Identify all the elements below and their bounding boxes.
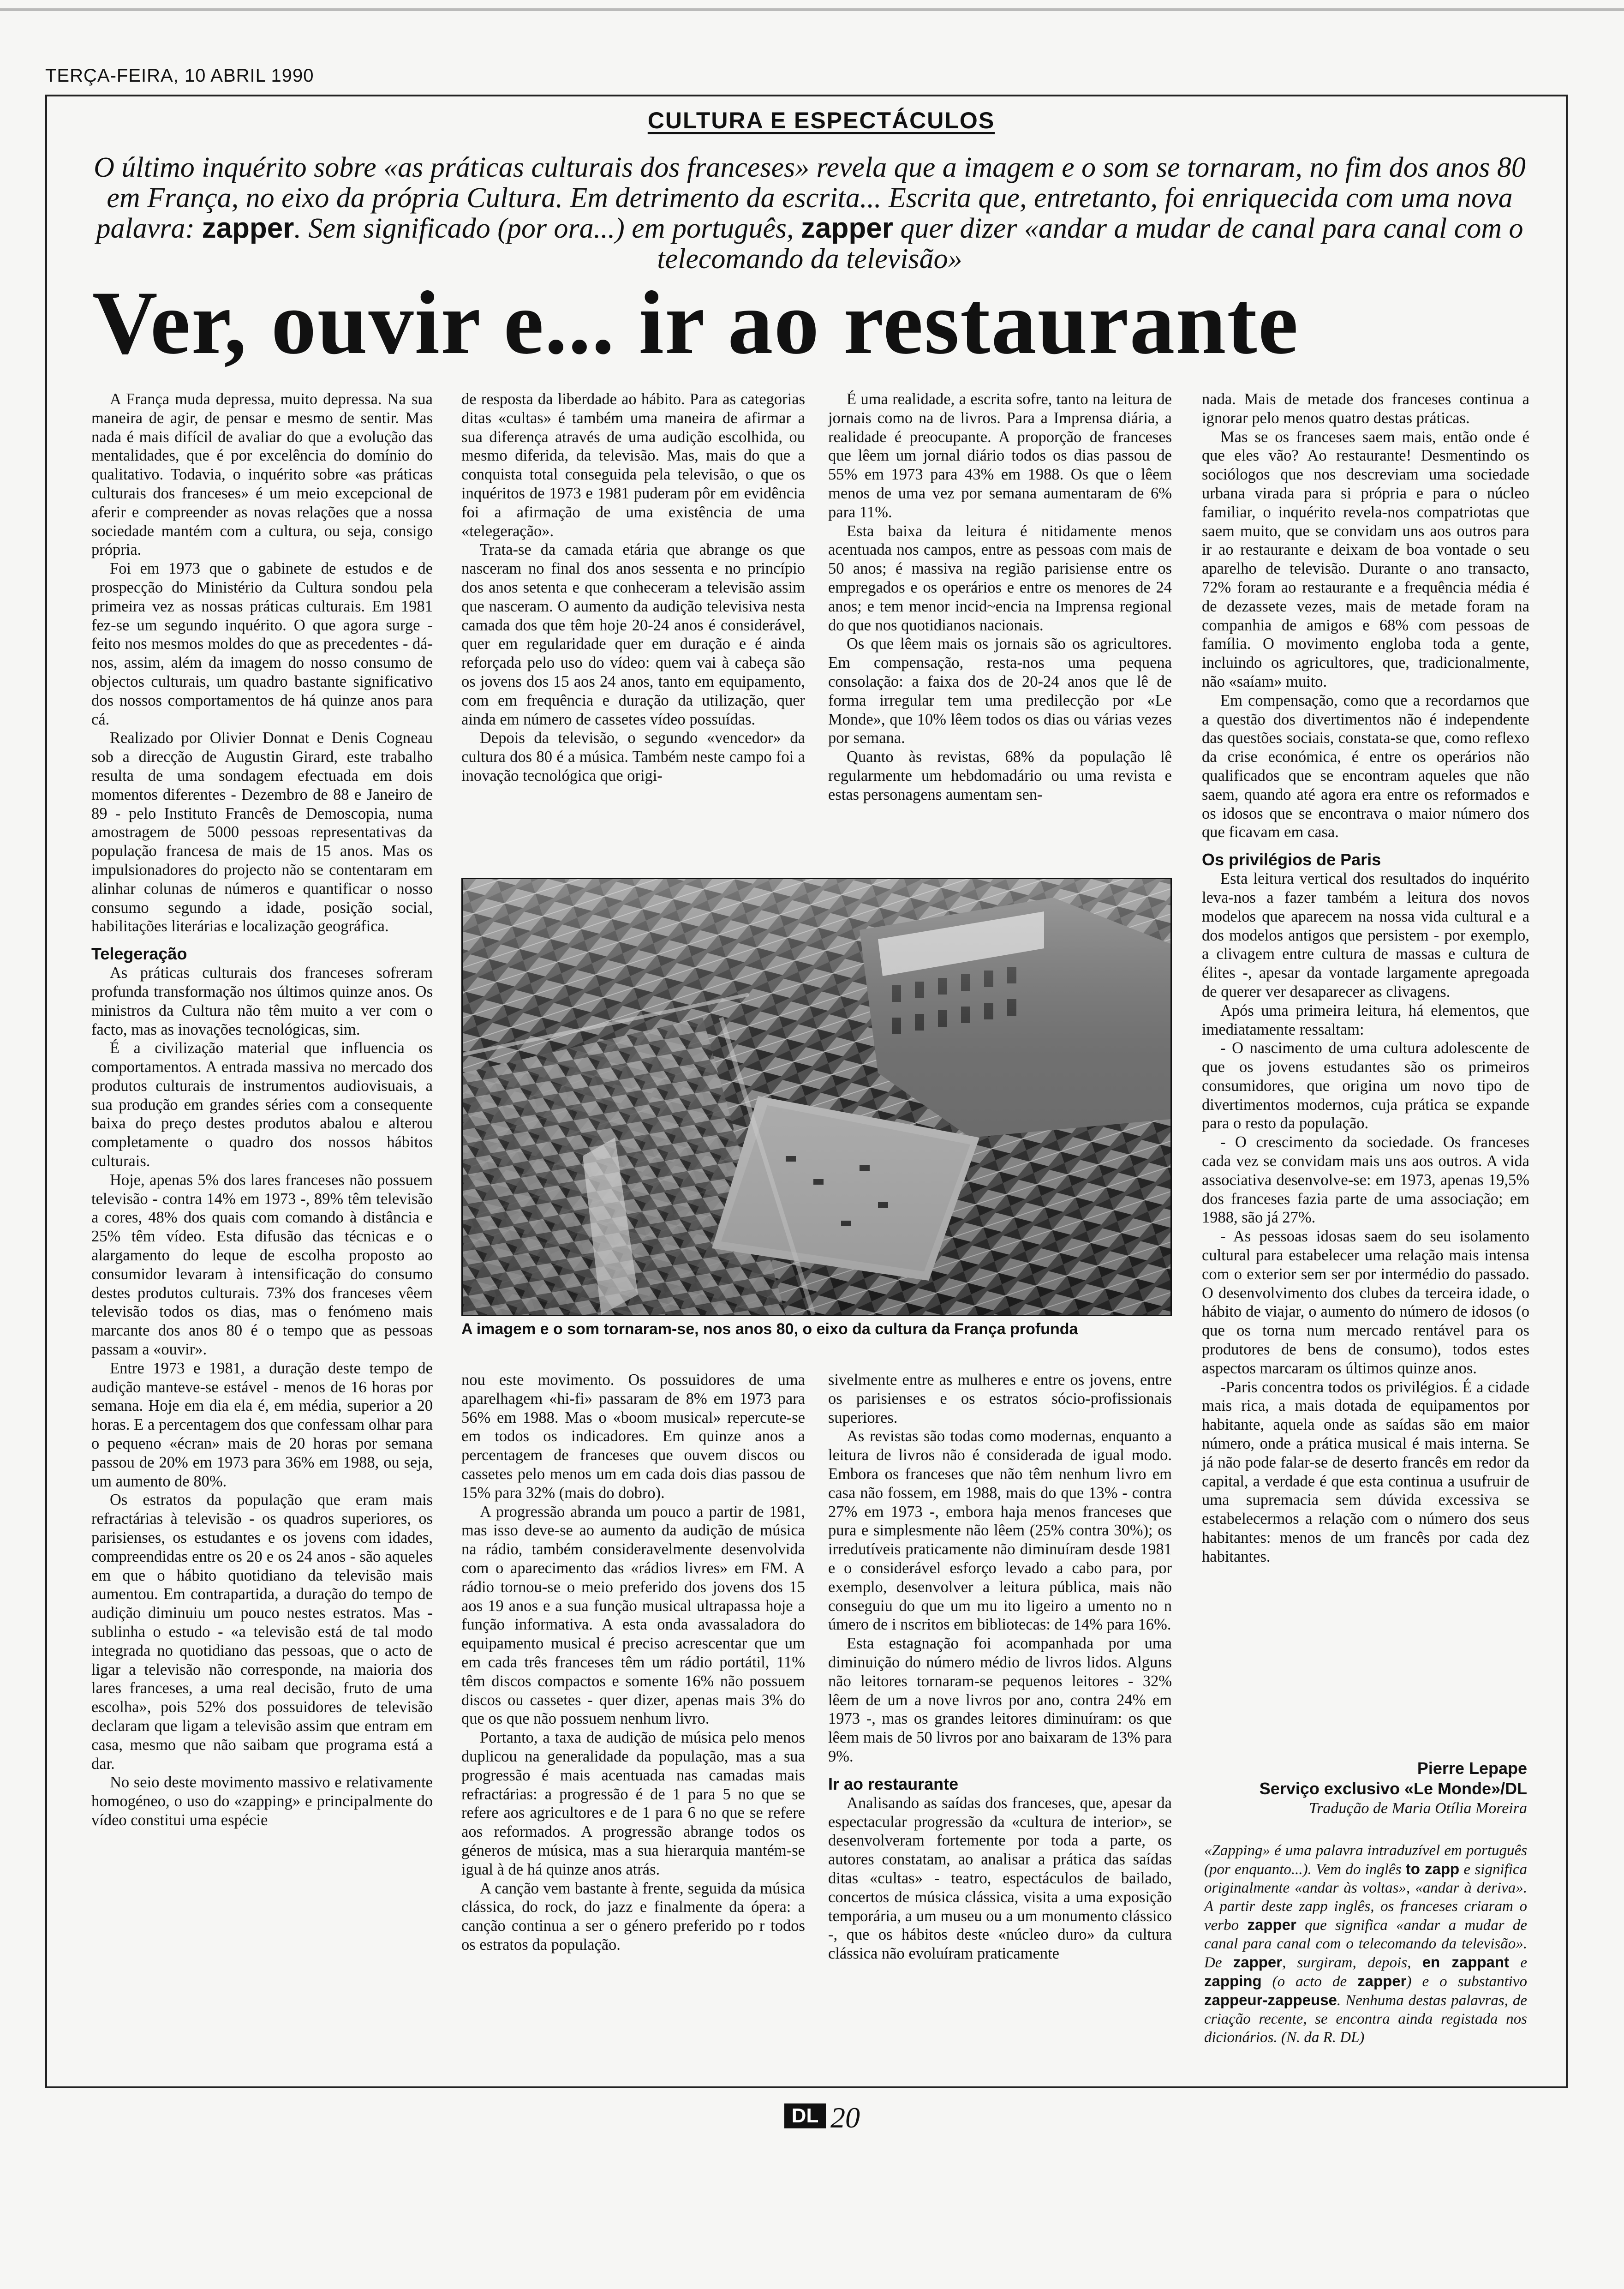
column-1 bbox=[91, 390, 433, 1830]
note-keyword: to zapp bbox=[1405, 1860, 1460, 1877]
paragraph: Mas se os franceses saem mais, então onde é que eles vão? Ao restaurante! Desmentindo os sociólogos que nos descreviam uma sociedade urbana virada para si própria e para o núcleo familiar, o inquérito revela-nos compatriotas que saem muito, que se convidam uns aos outros para ir ao restaurante e deixam de boa vontade o seu aparelho de televisão. Durante o ano transacto, 72% foram ao restaurante e a frequência média é de dezassete vezes, mais de metade foram na companhia de amigos e 68% com pessoas de família. O movimento engloba toda a gente, incluindo os agricultores, que, tradicionalmente, não «saíam» muito. bbox=[1202, 428, 1529, 690]
paragraph: Esta estagnação foi acompanhada por uma diminuição do número médio de livros lidos. Alguns não leitores tornaram-se pequenos leitores - 32% lêem de um a nove livros por ano, contra 24% em 1973 -, mas os grandes leitores diminuíram: os que lêem mais de 50 livros por ano baixaram de 13% para 9%. bbox=[828, 1635, 1172, 1765]
note-text: «Zapping» é uma palavra intraduzível em português (por enquanto...). Vem do inglês bbox=[1204, 1842, 1527, 1878]
paragraph: Entre 1973 e 1981, a duração deste tempo de audição manteve-se estável - menos de 16 horas por semana. Hoje em dia ela é, em média, superior a 20 horas. E a percentagem dos que confessam olhar para o pequeno «écran» mais de 20 horas por semana passou de 20% em 1973 para 36% em 1988, ou seja, um aumento de 80%. bbox=[91, 1359, 433, 1490]
paragraph: Analisando as saídas dos franceses, que, apesar da espectacular progressão da «cultura de interior», se desenvolveram fortemente por toda a parte, os autores constatam, ao analisar a prática das saídas ditas «cultas» - teatro, espectáculos de bailado, concertos de música clássica, visita a uma exposição temporária, a um museu ou a um monumento clássico -, que os hábitos deste «núcleo duro» da cultura clássica não evoluíram praticamente bbox=[828, 1794, 1172, 1963]
note-text: e bbox=[1509, 1954, 1527, 1971]
photo-caption: A imagem e o som tornaram-se, nos anos 80, o eixo da cultura da França profunda bbox=[461, 1320, 1078, 1338]
paragraph: de resposta da liberdade ao hábito. Para as categorias ditas «cultas» é também uma maneira de afirmar a sua diferença através de uma audição escolhida, ou mesmo diferida, da televisão. Mas, mais do que a conquista total conseguida pela televisão, o que os inquéritos de 1973 e 1981 puderam pôr em evidência foi a afirmação de uma existência de uma «telegeração». bbox=[461, 390, 805, 540]
article-lead bbox=[92, 152, 1527, 274]
note-text: . Nenhuma destas palavras, de criação recente, se encontra ainda registada nos dicionários. (N. da R. DL) bbox=[1204, 1992, 1527, 2046]
note-text: que significa «andar a mudar de canal para canal com o telecomando da televisão». De bbox=[1204, 1917, 1527, 1971]
aerial-town-photo bbox=[461, 878, 1172, 1316]
paragraph: Esta baixa da leitura é nitidamente menos acentuada nos campos, entre as pessoas com mais de 50 anos; é massiva na região parisiense entre os empregados e os operários e entre os menores de 24 anos; e tem menor incid~encia na Imprensa regional do que nos quotidianos nacionais. bbox=[828, 522, 1172, 634]
headline: Ver, ouvir e... ir ao restaurante bbox=[92, 273, 1299, 373]
paragraph: - As pessoas idosas saem do seu isolamento cultural para estabelecer uma relação mais intensa com o exterior sem ser por intermédio do passado. O desenvolvimento dos clubes da terceira idade, o hábito de viajar, o aumento do número de idosos (o que os torna num mercado rentável para os produtores de bens de consumo), todos estes aspectos marcaram os últimos quinze anos. bbox=[1202, 1228, 1529, 1377]
note-keyword: zappeur-zappeuse bbox=[1204, 1991, 1337, 2008]
paragraph: A progressão abranda um pouco a partir de 1981, mas isso deve-se ao aumento da audição de música na rádio, também consideravelmente desenvolvida com o aparecimento das «rádios livres» em FM. A rádio tornou-se o meio preferido dos jovens dos 15 aos 19 anos e a sua função musical ultrapassa hoje a função informativa. A esta onda avassaladora do equipamento musical é preciso acrescentar que um em cada três franceses têm um rádio portátil, 11% têm discos compactos e somente 16% não possuem discos ou cassetes - quer dizer, apenas mais 3% do que os que não possuem nenhum livro. bbox=[461, 1503, 805, 1728]
subheading-ir-ao-restaurante: Ir ao restaurante bbox=[828, 1774, 959, 1793]
paragraph: Realizado por Olivier Donnat e Denis Cogneau sob a direcção de Augustin Girard, este trabalho resulta de uma sondagem efectuada em dois momentos diferentes - Dezembro de 88 e Janeiro de 89 - pelo Instituto Francês de Demoscopia, numa amostragem de 5000 pessoas representativas da população francesa de mais de 15 anos. Mas os impulsionadores do projecto não se contentaram em alinhar colunas de números e quantificar o nosso consumo segundo a idade, posição social, habilitações literárias e localização geográfica. bbox=[91, 729, 433, 935]
paragraph: Trata-se da camada etária que abrange os que nasceram no final dos anos sessenta e no princípio dos anos setenta e que conheceram a televisão assim que nasceram. O aumento da audição televisiva nesta camada dos que têm hoje 20-24 anos é considerável, quer em regularidade quer em duração e é ainda reforçada pelo uso do vídeo: quem vai à cabeça são os jovens dos 15 aos 24 anos, tanto em equipamento, com em frequência e duração da utilização, quer ainda em número de cassetes vídeo possuídas. bbox=[461, 541, 805, 728]
paragraph: É uma realidade, a escrita sofre, tanto na leitura de jornais como na de livros. Para a Imprensa diária, a realidade é preocupante. A proporção de franceses que lêem um jornal diário todos os dias passou de 55% em 1973 para 43% em 1988. Os que o lêem menos de uma vez por semana aumentaram de 6% para 11%. bbox=[828, 390, 1172, 521]
column-3-upper bbox=[828, 390, 1172, 804]
note-text: (o acto de bbox=[1261, 1973, 1358, 1990]
paragraph: No seio deste movimento massivo e relativamente homogéneo, o uso do «zapping» e principalmente do vídeo constitui uma espécie bbox=[91, 1774, 433, 1829]
note-keyword: zapper bbox=[1233, 1953, 1283, 1971]
paragraph: Hoje, apenas 5% dos lares franceses não possuem televisão - contra 14% em 1973 -, 89% têm televisão a cores, 48% dos quais com comando à distância e 25% têm vídeo. Esta difusão das técnicas e o alargamento do leque de escolha proposto ao consumidor levaram à intensificação do consumo destes produtos culturais. 73% dos franceses vêem televisão todos os dias, mas o fenómeno mais marcante dos anos 80 é o tempo que as pessoas passam a «ouvir». bbox=[91, 1171, 433, 1359]
lead-keyword: zapper bbox=[801, 212, 893, 244]
paragraph: nada. Mais de metade dos franceses continua a ignorar pelo menos quatro destas práticas. bbox=[1202, 390, 1529, 427]
column-2-upper bbox=[461, 390, 805, 785]
note-text: , surgiram, depois, bbox=[1282, 1954, 1422, 1971]
paragraph: -Paris concentra todos os privilégios. É a cidade mais rica, a mais dotada de equipamentos por habitante, aquela onde as saídas são em maior número, onde a prática musical é mais interna. Se já não pode falar-se de deserto francês em redor da capital, a verdade é que esta continua a usufruir de uma supremacia sem dúvida excessiva se estabelecermos a relação com o número dos seus habitantes: menos de um francês por cada dez habitantes. bbox=[1202, 1378, 1529, 1565]
paragraph: Os estratos da população que eram mais refractárias à televisão - os quadros superiores, os parisienses, os estudantes e os jovens com idades, compreendidas entre os 20 e os 24 anos - são aqueles em que o hábito quotidiano da televisão mais aumentou. Em contrapartida, a duração do tempo de audição diminuiu um pouco nestes estratos. Mas - sublinha o estudo - «a televisão está de tal modo integrada no quotidiano das pessoas, que o acto de ligar a televisão não corresponde, na maioria dos lares franceses, a uma real decisão, fruto de uma escolha», pois 52% dos possuidores de televisão declaram que ligam a televisão assim que entram em casa, mesmo que não saibam que programa está a dar. bbox=[91, 1491, 433, 1773]
paragraph: As revistas são todas como modernas, enquanto a leitura de livros não é considerada de igual modo. Embora os franceses que não têm nenhum livro em casa não fossem, em 1988, mais do que 13% - contra 27% em 1973 -, embora haja menos franceses que pura e simplesmente não lêem (25% contra 30%); os irredutíveis praticamente não diminuíram desde 1981 e o considerável esforço levado a cabo para, por exemplo, desenvolver a leitura pública, mais não conseguiu do que um mu ito ligeiro a umento no n úmero de i nscritos em bibliotecas: de 14% para 16%. bbox=[828, 1427, 1172, 1634]
note-text: e significa originalmente «andar às voltas», «andar à deriva». A partir deste zapp inglês, os franceses criaram o verbo bbox=[1204, 1861, 1527, 1934]
paragraph: Portanto, a taxa de audição de música pelo menos duplicou na generalidade da população, mas a sua progressão é mais acentuada nas camadas mais refractárias: a progressão é de 1 para 5 no que se refere aos agricultores e de 1 para 6 no que se refere aos reformados. A progressão abrange todos os géneros de música, mas a sua hierarquia mantém-se igual à de há quinze anos atrás. bbox=[461, 1729, 805, 1878]
column-3-lower bbox=[828, 1371, 1172, 1963]
paragraph: Os que lêem mais os jornais são os agricultores. Em compensação, resta-nos uma pequena consolação: a faixa dos de 20-24 anos que lê de forma irregular tem uma predilecção por «Le Monde», que 10% lêem todos os dias ou várias vezes por semana. bbox=[828, 635, 1172, 747]
translator-credit: Tradução de Maria Otília Moreira bbox=[1309, 1800, 1527, 1817]
byline bbox=[1204, 1758, 1527, 1799]
section-title: CULTURA E ESPECTÁCULOS bbox=[647, 108, 995, 133]
subheading-telegeracao: Telegeração bbox=[91, 944, 187, 964]
paragraph: nou este movimento. Os possuidores de uma aparelhagem «hi-fi» passaram de 8% em 1973 para 56% em 1988. Mas o «boom musical» repercute-se em todos os indicadores. Em quinze anos a percentagem de franceses que ouvem discos ou cassetes pelo menos um em cada dois dias passou de 15% para 32% (mais do dobro). bbox=[461, 1371, 805, 1502]
subheading-privilegios-de-paris: Os privilégios de Paris bbox=[1202, 850, 1381, 869]
lead-text: quer dizer «andar a mudar de canal para canal com o telecomando da televisão» bbox=[657, 213, 1523, 275]
page-number: 20 bbox=[830, 2101, 860, 2134]
paragraph: As práticas culturais dos franceses sofreram profunda transformação nos últimos quinze anos. Os ministros da Cultura não têm muito a ver com o facto, mas as inovações tecnológicas, sim. bbox=[91, 964, 433, 1038]
paragraph: Esta leitura vertical dos resultados do inquérito leva-nos a fazer também a leitura dos novos modelos que aparecem na nossa vida cultural e a dos modelos antigos que persistem - por exemplo, a clivagem entre cultura de massas e cultura de élites -, apesar da vontade largamente apregoada de querer ver desaparecer as clivagens. bbox=[1202, 870, 1529, 1001]
news-service: Serviço exclusivo «Le Monde»/DL bbox=[1259, 1779, 1527, 1798]
editor-note bbox=[1204, 1841, 1527, 2047]
note-keyword: zapping bbox=[1204, 1972, 1262, 1989]
paragraph: sivelmente entre as mulheres e entre os jovens, entre os parisienses e os estratos sócio-profissionais superiores. bbox=[828, 1371, 1172, 1426]
paragraph: - O nascimento de uma cultura adolescente de que os jovens estudantes são os primeiros consumidores, que origina um novo tipo de divertimentos modernos, cuja prática se expande para o resto da população. bbox=[1202, 1039, 1529, 1133]
dateline: TERÇA-FEIRA, 10 ABRIL 1990 bbox=[45, 66, 314, 86]
paragraph: Em compensação, como que a recordarnos que a questão dos divertimentos não é independente das questões sociais, constata-se que, como reflexo da crise económica, é entre os operários não qualificados que se encontram aqueles que não saem, quando até agora era entre os reformados e os idosos que se encontrava o maior número dos que ficavam em casa. bbox=[1202, 691, 1529, 841]
paragraph: A França muda depressa, muito depressa. Na sua maneira de agir, de pensar e mesmo de sentir. Mas nada é mais difícil de avaliar do que a evolução das mentalidades, que é por excelência do domínio do qualitativo. Todavia, o inquérito sobre «as práticas culturais dos franceses» é um meio excepcional de aferir e compreender as novas relações que a nossa sociedade mantém com a cultura, ou seja, consigo própria. bbox=[91, 390, 433, 559]
lead-text: . Sem significado (por ora...) em português, bbox=[294, 213, 801, 244]
note-keyword: zapper bbox=[1247, 1916, 1296, 1933]
column-2-lower bbox=[461, 1371, 805, 1954]
paragraph: Após uma primeira leitura, há elementos, que imediatamente ressaltam: bbox=[1202, 1001, 1529, 1038]
lead-keyword: zapper bbox=[202, 212, 294, 244]
paragraph: Foi em 1973 que o gabinete de estudos e de prospecção do Ministério da Cultura sondou pela primeira vez as nossas práticas culturais. Em 1981 fez-se um segundo inquérito. O que agora surge - feito nos mesmos moldes do que as precedentes - dá-nos, assim, além da imagem do nosso consumo de objectos culturais, um quadro bastante significativo dos nossos comportamentos de há quinze anos para cá. bbox=[91, 560, 433, 728]
paragraph: É a civilização material que influencia os comportamentos. A entrada massiva no mercado dos produtos culturais de instrumentos audiovisuais, a sua produção em grandes séries com a consequente baixa do preço destes produtos abalou e alterou completamente o quadro dos nossos hábitos culturais. bbox=[91, 1039, 433, 1170]
column-4 bbox=[1202, 390, 1529, 1566]
paragraph: Quanto às revistas, 68% da população lê regularmente um hebdomadário ou uma revista e estas personagens aumentam sen- bbox=[828, 748, 1172, 803]
paragraph: - O crescimento da sociedade. Os franceses cada vez se convidam mais uns aos outros. A vida associativa desenvolve-se: em 1973, apenas 19,5% dos franceses fazia parte de uma associação; em 1988, são já 27%. bbox=[1202, 1133, 1529, 1227]
note-text: ) e o substantivo bbox=[1406, 1973, 1528, 1990]
paragraph: A canção vem bastante à frente, seguida da música clássica, do rock, do jazz e finalmente da ópera: a canção continua a ser o género preferido po r todos os estratos da população. bbox=[461, 1879, 805, 1953]
paragraph: Depois da televisão, o segundo «vencedor» da cultura dos 80 é a música. Também neste campo foi a inovação tecnológica que origi- bbox=[461, 729, 805, 785]
author-name: Pierre Lepape bbox=[1417, 1759, 1527, 1778]
note-keyword: zapper bbox=[1357, 1972, 1407, 1989]
note-keyword: en zappant bbox=[1422, 1953, 1510, 1971]
newspaper-logo: DL bbox=[784, 2103, 826, 2128]
top-rule bbox=[0, 8, 1624, 11]
lead-text: O último inquérito sobre «as práticas culturais dos franceses» revela que a imagem e o som se tornaram, no fim dos anos 80 em França, no eixo da própria Cultura. Em detrimento da escrita... Escrita que, entretanto, foi enriquecida com uma nova palavra: bbox=[94, 152, 1526, 244]
rooftops-photo-illustration bbox=[463, 879, 1170, 1315]
